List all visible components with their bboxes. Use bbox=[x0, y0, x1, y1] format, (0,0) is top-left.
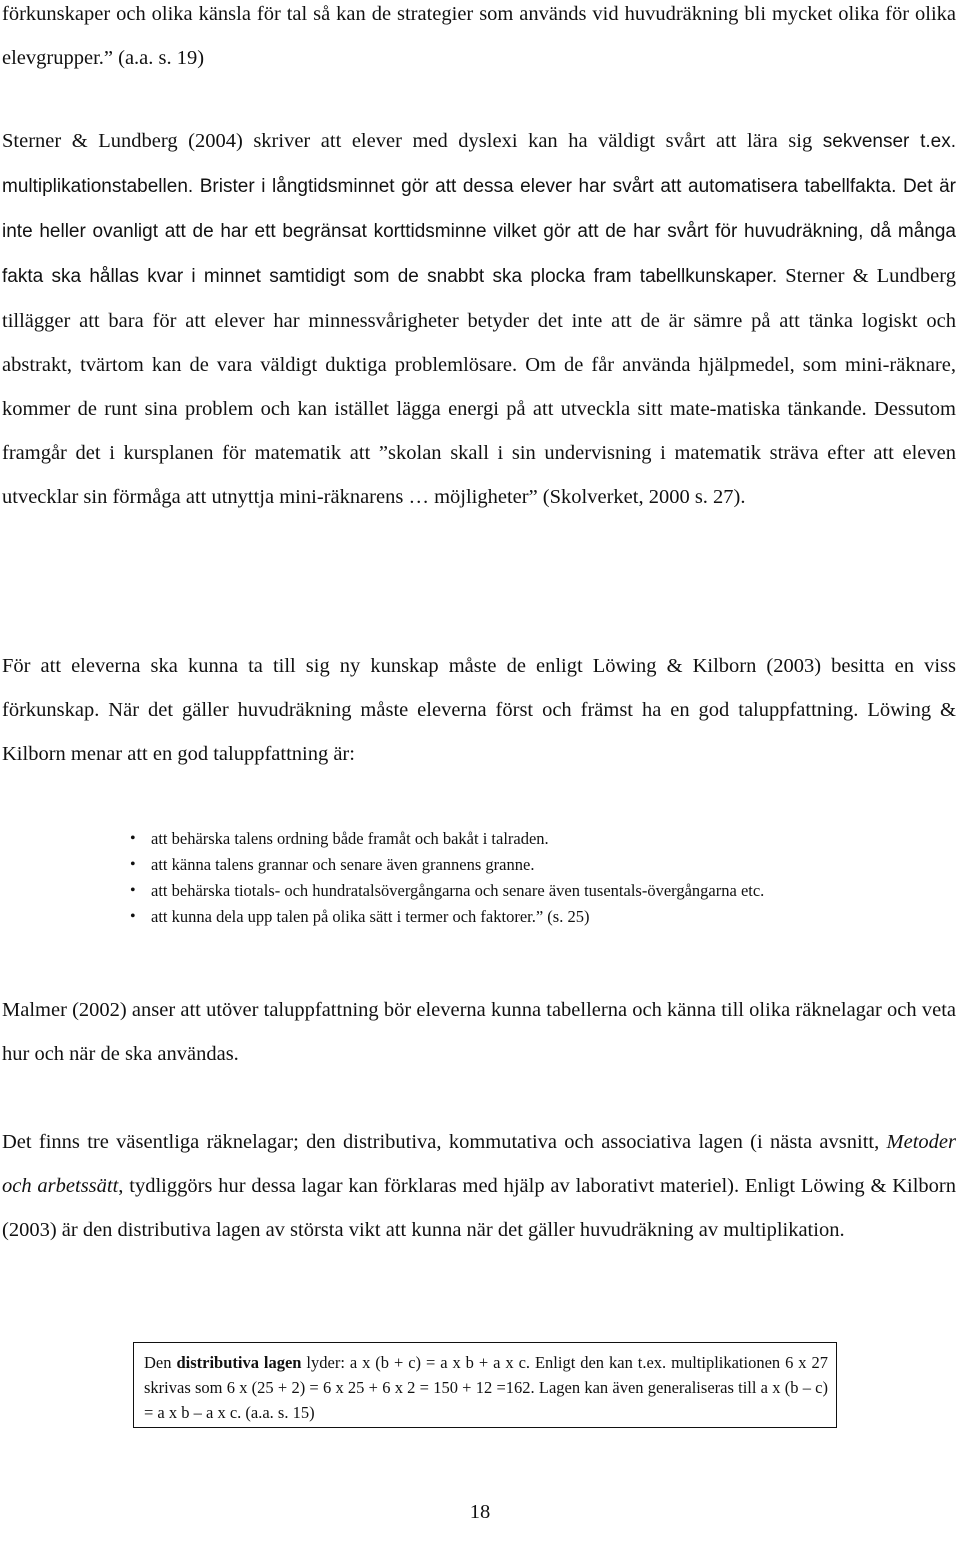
list-item-text: att behärska talens ordning både framåt och bakåt i talraden. bbox=[151, 829, 549, 848]
bullet-icon: • bbox=[130, 908, 136, 925]
list-item-text: att kunna dela upp talen på olika sätt i termer och faktorer.” (s. 25) bbox=[151, 907, 590, 926]
list-item bbox=[0, 878, 960, 904]
paragraph-malmer bbox=[2, 988, 956, 1076]
paragraph-dyslexia bbox=[2, 119, 956, 519]
paragraph-text-continued: , tydliggörs hur dessa lagar kan förklaras med hjälp av laborativt materiel). Enligt Löwing & Kilborn (2003) är den distributiva lagen av största vikt att kunna när det gäller huvudräkning av multiplikation. bbox=[2, 1175, 957, 1241]
paragraph-raknelagar bbox=[2, 1120, 956, 1252]
list-item bbox=[0, 904, 960, 930]
box-bold-term: distributiva lagen bbox=[176, 1353, 302, 1372]
paragraph-text-serif: Sterner & Lundberg (2004) skriver att elever med dyslexi kan ha väldigt svårt att lära sig bbox=[2, 130, 823, 152]
list-item-text: att känna talens grannar och senare även grannens granne. bbox=[151, 855, 535, 874]
paragraph-text: Det finns tre väsentliga räknelagar; den distributiva, kommutativa och associativa lagen (i nästa avsnitt, bbox=[2, 1131, 887, 1153]
bullet-icon: • bbox=[130, 856, 136, 873]
taluppfattning-list bbox=[0, 826, 960, 930]
list-item bbox=[0, 826, 960, 852]
paragraph-text-sans: sekvenser t.ex. multiplikationstabellen. Brister i långtidsminnet gör att dessa elever har svårt att automatisera tabellfakta. Det är inte heller ovanligt att de har ett begränsat korttidsminne vilket gör att de har svårt för huvudräkning, då många fakta ska hållas kvar i minnet samtidigt som de snabbt ska plocka fram tabellkunskaper. bbox=[2, 131, 956, 287]
bullet-icon: • bbox=[130, 830, 136, 847]
box-text: lyder: a x (b + c) = a x b + a x c. Enligt den kan t.ex. multiplikationen 6 x 27 skrivas som 6 x (25 + 2) = 6 x 25 + 6 x 2 = 150 + 12 =162. Lagen kan även generaliseras till a x (b – c) = a x b – a x c. (a.a. s. 15) bbox=[144, 1353, 828, 1422]
list-item-text: att behärska tiotals- och hundratalsövergångarna och senare även tusentals-övergångarna etc. bbox=[151, 881, 765, 900]
distributive-law-box bbox=[133, 1342, 837, 1428]
bullet-icon: • bbox=[130, 882, 136, 899]
paragraph-text: förkunskaper och olika känsla för tal så kan de strategier som används vid huvudräkning bli mycket olika för olika elevgrupper.” (a.a. s. 19) bbox=[2, 3, 956, 69]
box-text-prefix: Den bbox=[144, 1353, 177, 1372]
list-item bbox=[0, 852, 960, 878]
page-number: 18 bbox=[469, 1501, 491, 1523]
paragraph-text: För att eleverna ska kunna ta till sig ny kunskap måste de enligt Löwing & Kilborn (2003) besitta en viss förkunskap. När det gäller huvudräkning måste eleverna först och främst ha en god taluppfattning. Löwing & Kilborn menar att en god taluppfattning är: bbox=[2, 655, 956, 765]
paragraph-text: Malmer (2002) anser att utöver taluppfattning bör eleverna kunna tabellerna och känna till olika räknelagar och veta hur och när de ska användas. bbox=[2, 999, 956, 1065]
paragraph-taluppfattning bbox=[2, 644, 956, 776]
section-reference-italic: Metoder och arbetssätt bbox=[2, 1131, 956, 1197]
paragraph-quote-ending bbox=[2, 0, 956, 80]
paragraph-text-serif-continued: Sterner & Lundberg tillägger att bara för att elever har minnessvårigheter betyder det inte att de är sämre på att tänka logiskt och abstrakt, tvärtom kan de vara väldigt duktiga problemlösare. Om de får använda hjälpmedel, som mini-räknare, kommer de runt sina problem och kan istället lägga energi på att utveckla sitt mate-matiska tänkande. Dessutom framgår det i kursplanen för matematik att ”skolan skall i sin undervisning i matematik sträva efter att eleven utvecklar sin förmåga att utnyttja mini-räknarens … möjligheter” (Skolverket, 2000 s. 27). bbox=[2, 265, 956, 508]
